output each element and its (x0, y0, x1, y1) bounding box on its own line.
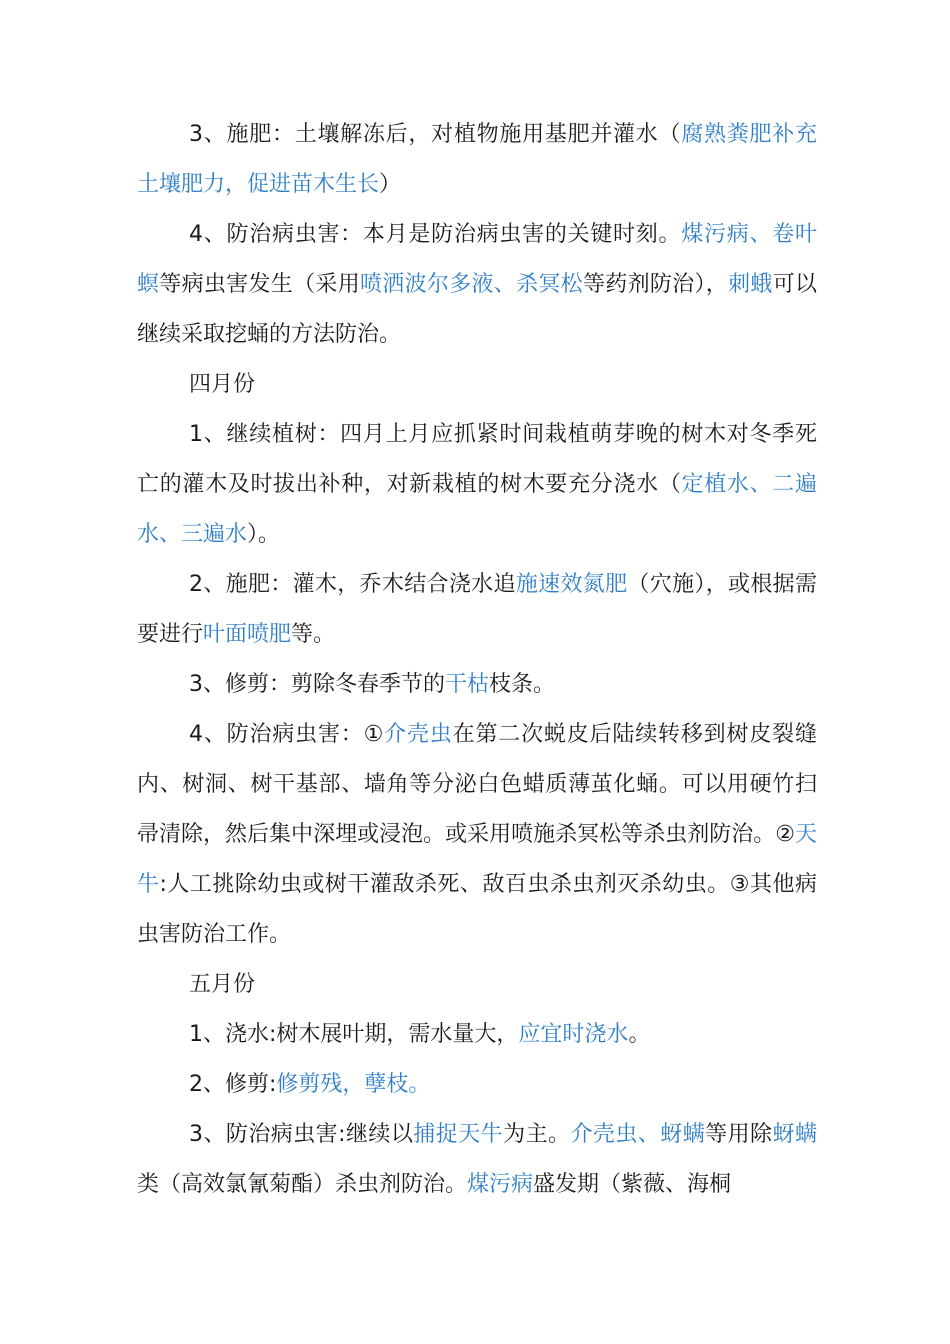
heading-may (137, 960, 817, 1010)
text-run: 1、继续植树：四月上月应抓紧时间栽植萌芽晚的树木对冬季死亡的灌木及时拔出补种，对新栽植的树木要充分浇水（ (137, 422, 817, 497)
text-run: ）。 (247, 522, 281, 547)
highlighted-term: 介壳虫、蚜螨 (570, 1122, 706, 1147)
text-run: 枝条。 (489, 672, 556, 697)
highlighted-term: 施速效氮肥 (515, 572, 628, 597)
text-run: 2、修剪: (189, 1072, 277, 1097)
may-item-1-watering (137, 1010, 817, 1060)
text-run: 在第二次蜕皮后陆续转移到树皮裂缝内、树洞、树干基部、墙角等分泌白色蜡质薄茧化蛹。可以用硬竹扫帚清除，然后集中深埋或浸泡。或采用喷施杀冥松等杀虫剂防治。② (137, 722, 817, 847)
highlighted-term: 定植水、二遍水、三遍水 (137, 472, 817, 547)
text-run: 为主。 (503, 1122, 571, 1147)
march-item-3-fertilize (137, 110, 817, 210)
april-item-3-pruning (137, 660, 817, 710)
text-run: 盛发期（紫薇、海桐 (533, 1172, 732, 1197)
highlighted-term: 干枯 (445, 672, 490, 697)
text-run: 2、施肥：灌木，乔木结合浇水追 (189, 572, 516, 597)
highlighted-term: 介壳虫 (384, 722, 453, 747)
april-item-1-planting (137, 410, 817, 560)
text-run: ） (379, 172, 402, 197)
text-run: 4、防治病虫害：① (189, 722, 385, 747)
march-item-4-pest-control (137, 210, 817, 360)
highlighted-term: 捕捉天牛 (413, 1122, 504, 1147)
highlighted-term: 应宜时浇水 (518, 1022, 629, 1047)
april-item-4-pest-control (137, 710, 817, 960)
text-run: 等病虫害发生（采用 (159, 272, 360, 297)
highlighted-term: 煤污病、卷叶螟 (137, 222, 817, 297)
highlighted-term: 刺蛾 (728, 272, 773, 297)
text-run: 3、防治病虫害:继续以 (189, 1122, 414, 1147)
highlighted-term: 煤污病 (467, 1172, 534, 1197)
text-run: 。 (628, 1022, 651, 1047)
text-run: 1、浇水:树木展叶期，需水量大， (189, 1022, 519, 1047)
text-run: 四月份 (189, 372, 256, 397)
text-run: （穴施），或根据需要进行 (137, 572, 817, 647)
text-run: :人工挑除幼虫或树干灌敌杀死、敌百虫杀虫剂灭杀幼虫。③其他病虫害防治工作。 (137, 872, 817, 947)
text-run: 等。 (291, 622, 336, 647)
text-run: 可以继续采取挖蛹的方法防治。 (137, 272, 817, 347)
document-page (137, 110, 817, 1210)
heading-april (137, 360, 817, 410)
highlighted-term: 腐熟粪肥补充土壤肥力，促进苗木生长 (137, 122, 817, 197)
text-run: 五月份 (189, 972, 256, 997)
highlighted-term: 喷洒波尔多液、杀冥松 (360, 272, 583, 297)
highlighted-term: 天牛 (137, 822, 817, 897)
text-run: 3、施肥：土壤解冻后，对植物施用基肥并灌水（ (189, 122, 682, 147)
highlighted-term: 蚜螨 (772, 1122, 817, 1147)
may-item-3-pest-control (137, 1110, 817, 1210)
text-run: 3、修剪：剪除冬春季节的 (189, 672, 445, 697)
april-item-2-fertilize (137, 560, 817, 660)
text-run: 类（高效氯氰菊酯）杀虫剂防治。 (137, 1172, 468, 1197)
text-run: 4、防治病虫害：本月是防治病虫害的关键时刻。 (189, 222, 682, 247)
text-run: 等用除 (705, 1122, 773, 1147)
highlighted-term: 叶面喷肥 (203, 622, 292, 647)
may-item-2-pruning (137, 1060, 817, 1110)
text-run: 等药剂防治）， (582, 272, 729, 297)
highlighted-term: 修剪残，孽枝。 (276, 1072, 431, 1097)
